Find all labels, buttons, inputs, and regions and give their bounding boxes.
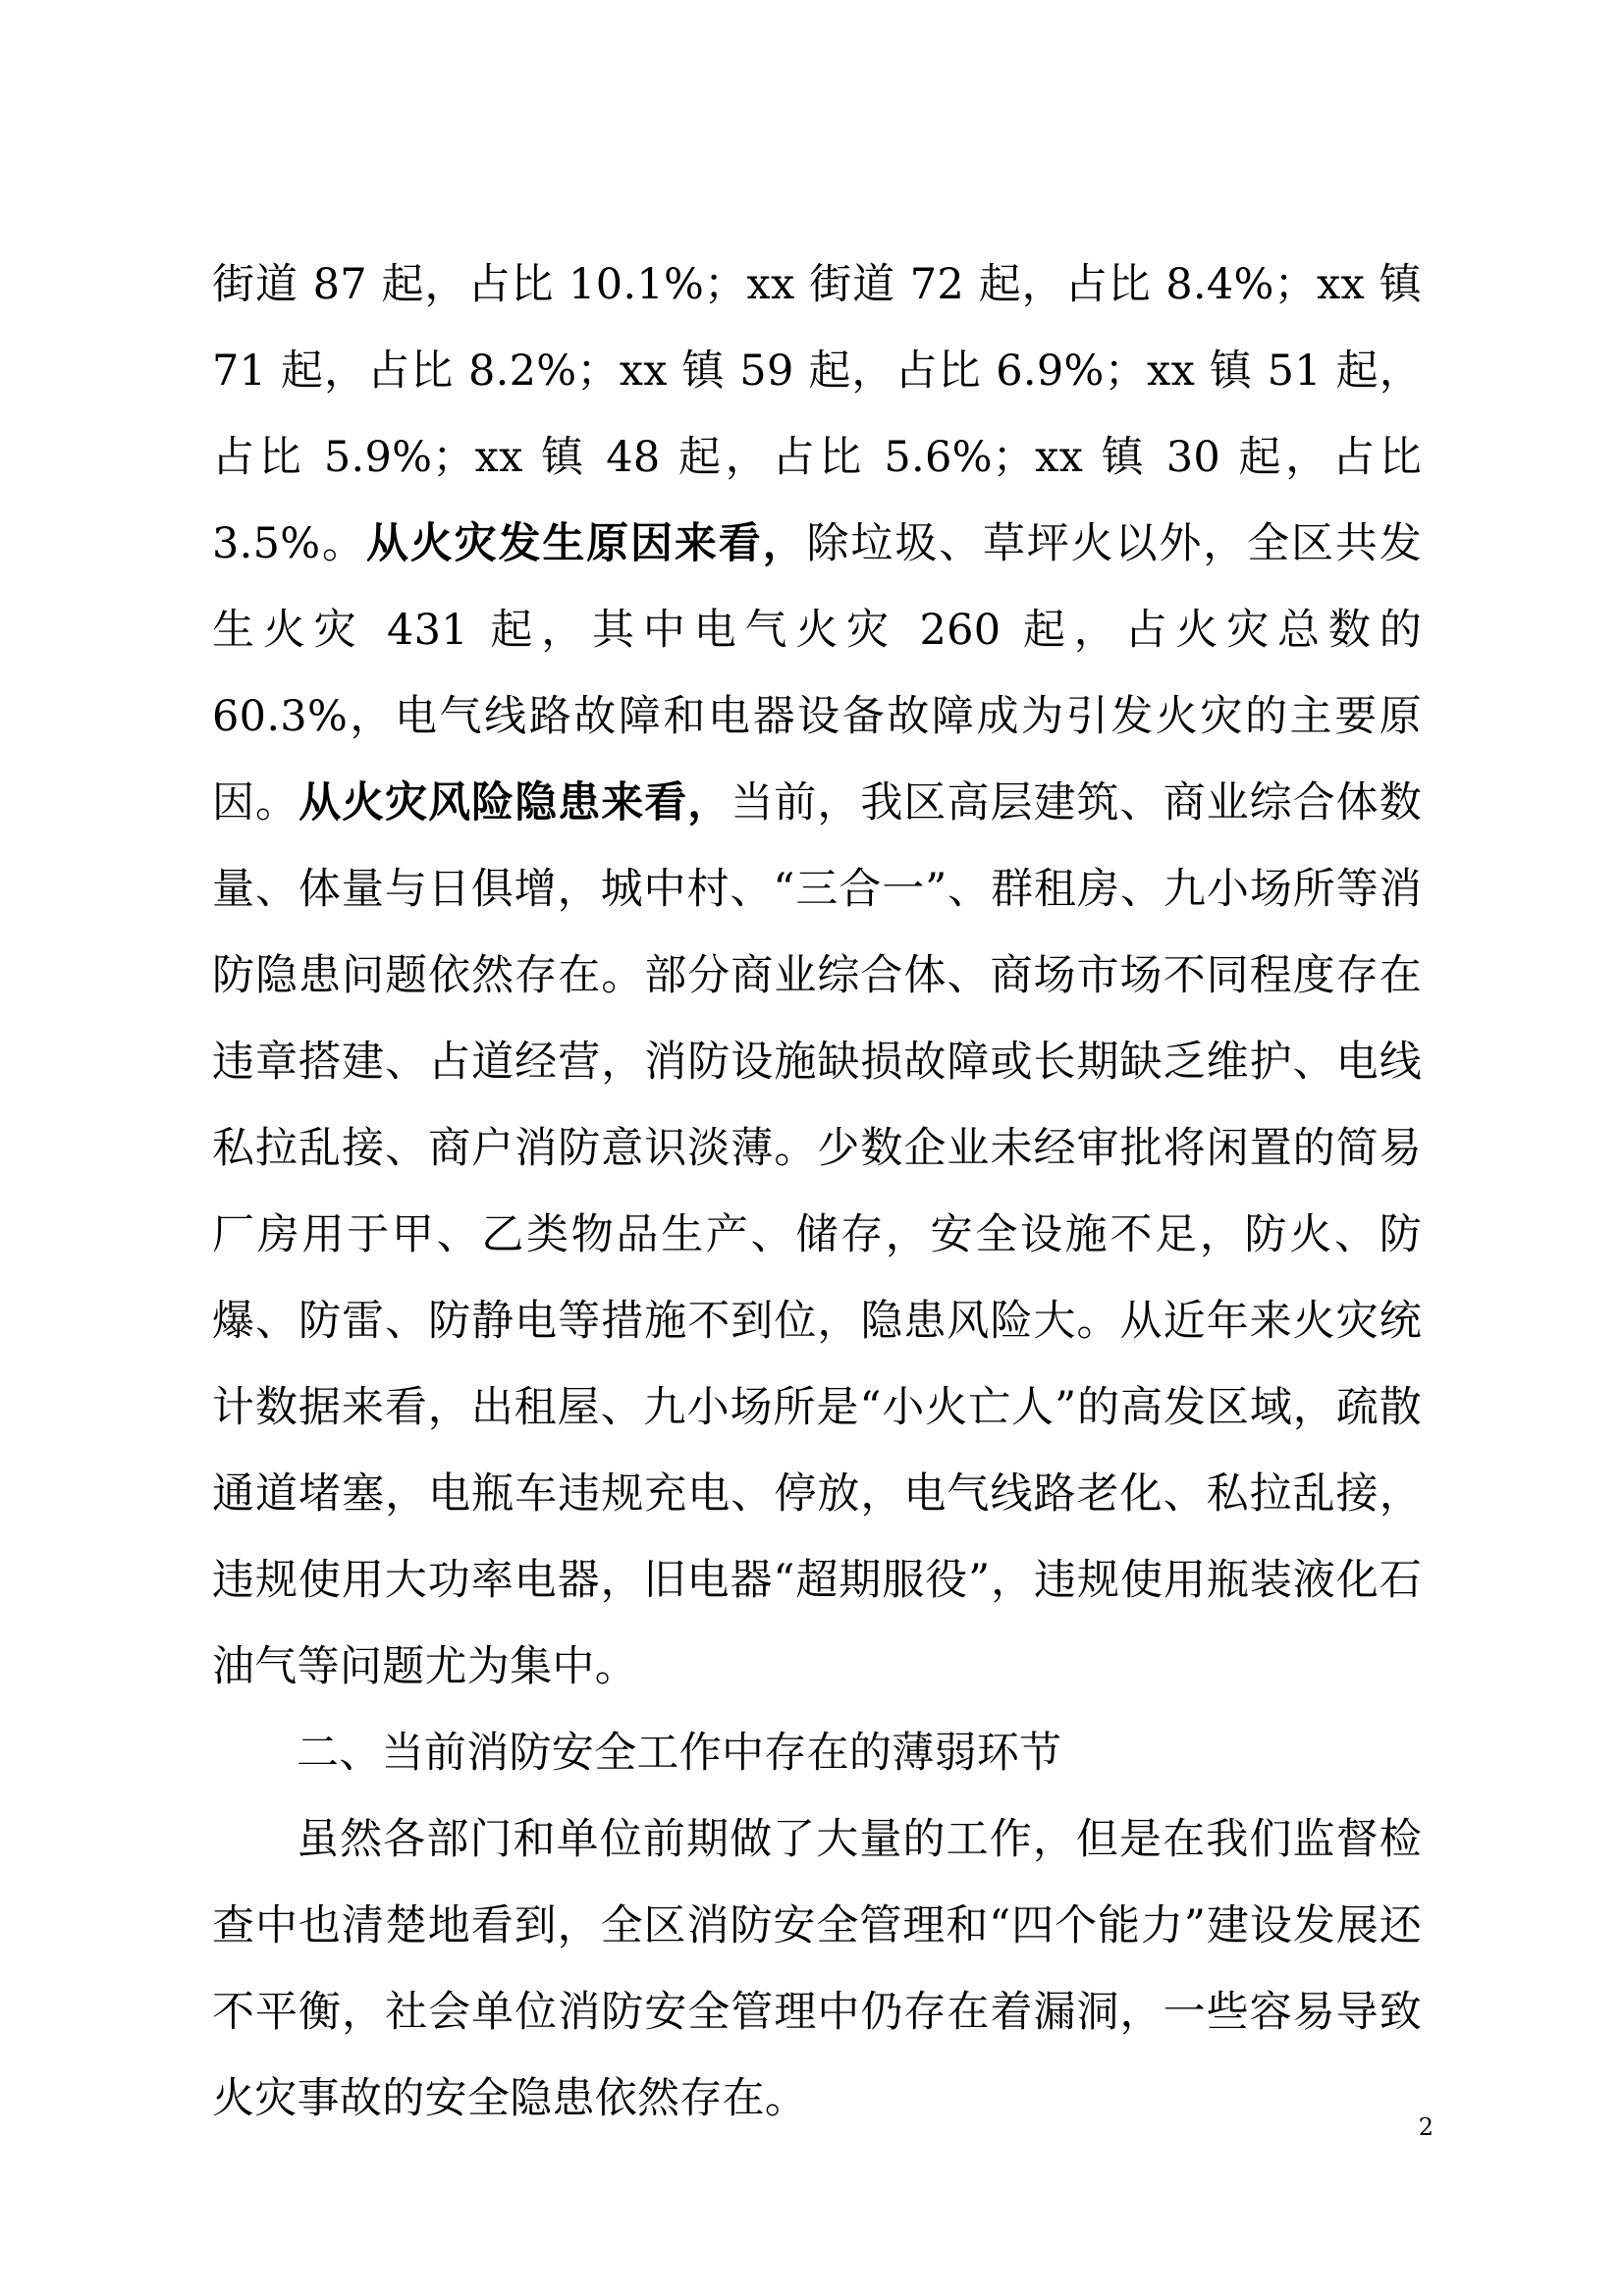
section-heading: 二、当前消防安全工作中存在的薄弱环节 xyxy=(297,1729,1062,1778)
paragraph-weak-links: 虽然各部门和单位前期做了大量的工作，但是在我们监督检查中也清楚地看到，全区消防安全管理和“四个能力”建设发展还不平衡，社会单位消防安全管理中仍存在着漏洞，一些容易导致火灾事故的安全隐患依然存在。 xyxy=(212,1815,1422,2123)
document-body xyxy=(212,241,1422,2142)
bold-phrase-fire-causes: 从火灾发生原因来看， xyxy=(365,519,807,568)
paragraph-text-segment: 当前，我区高层建筑、商业综合体数量、体量与日俱增，城中村、“三合一”、群租房、九小场所等消防隐患问题依然存在。部分商业综合体、商场市场不同程度存在违章搭建、占道经营，消防设施缺损故障或长期缺乏维护、电线私拉乱接、商户消防意识淡薄。少数企业未经审批将闲置的简易厂房用于甲、乙类物品生产、储存，安全设施不足，防火、防爆、防雷、防静电等措施不到位，隐患风险大。从近年来火灾统计数据来看，出租屋、九小场所是“小火亡人”的高发区域，疏散通道堵塞，电瓶车违规充电、停放，电气线路老化、私拉乱接，违规使用大功率电器，旧电器“超期服役”，违规使用瓶装液化石油气等问题尤为集中。 xyxy=(212,778,1423,1691)
paragraph-text-segment: 除垃圾、草坪火以外，全区共发生火灾 431 起，其中电气火灾 260 起，占火灾总数的 60.3%，电气线路故障和电器设备故障成为引发火灾的主要原因。 xyxy=(212,519,1423,828)
bold-phrase-fire-risks: 从火灾风险隐患来看， xyxy=(298,778,731,828)
paragraph-text-segment: 街道 87 起，占比 10.1%；xx 街道 72 起，占比 8.4%；xx 镇 71 起，占比 8.2%；xx 镇 59 起，占比 6.9%；xx 镇 51 起，占比 5.9%；xx 镇 48 起，占比 5.6%；xx 镇 30 起，占比 3.5%。 xyxy=(212,260,1422,568)
page-number: 2 xyxy=(1418,2113,1434,2141)
paragraph-fire-statistics xyxy=(212,241,1422,1710)
